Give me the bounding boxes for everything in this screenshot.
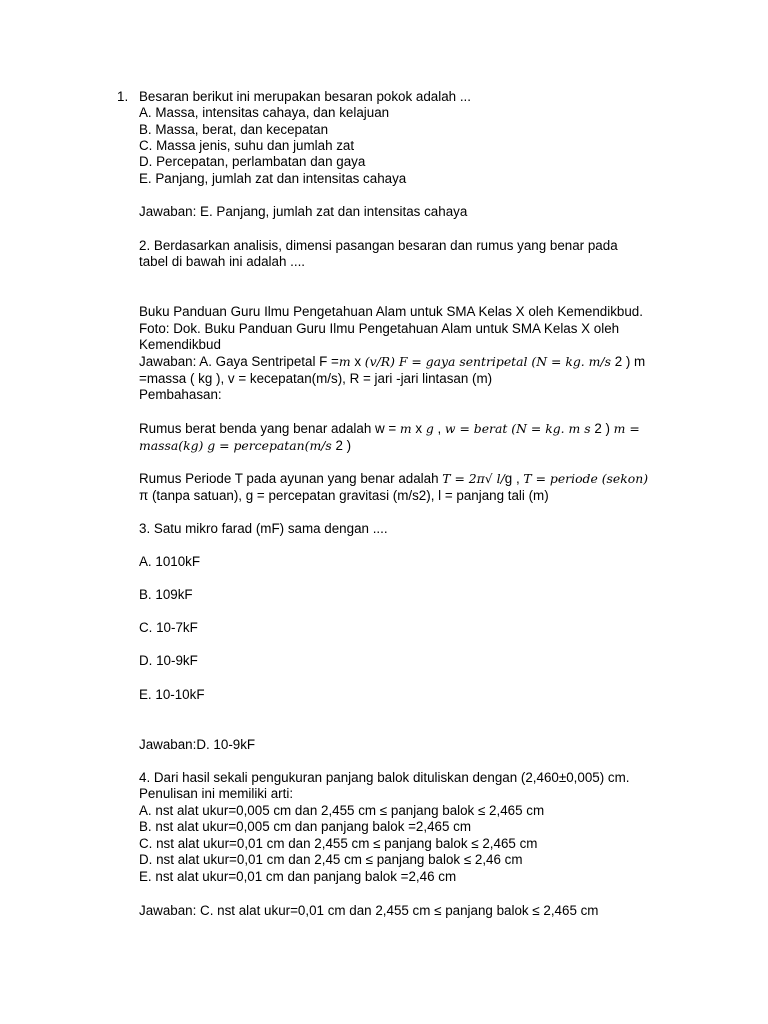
q2-answer-text: Jawaban: A. Gaya Sentripetal F = [139, 354, 339, 369]
q4-option-a: A. nst alat ukur=0,005 cm dan 2,455 cm ≤ panjang balok ≤ 2,465 cm [139, 803, 545, 818]
q1-option-c: C. Massa jenis, suhu dan jumlah zat [139, 138, 355, 153]
q1-option-d: D. Percepatan, perlambatan dan gaya [139, 154, 366, 169]
q2-periode-line1 [139, 470, 648, 487]
q1-number: 1. [117, 89, 129, 104]
q3-answer: Jawaban:D. 10-9kF [139, 737, 256, 752]
q2-answer-math-m: m [338, 354, 351, 369]
q3-option-c: C. 10-7kF [139, 620, 198, 635]
q2-caption-line3: Kemendikbud [139, 337, 221, 352]
periode-g: g , [504, 471, 524, 486]
berat-formula: w = berat (N = kg. m s [444, 421, 591, 436]
q2-caption-line2: Foto: Dok. Buku Panduan Guru Ilmu Pengetahuan Alam untuk SMA Kelas X oleh [139, 321, 620, 336]
q2-pembahasan: Pembahasan: [139, 387, 222, 402]
berat-math-m: m [399, 421, 412, 436]
q2-question-line2: tabel di bawah ini adalah .... [139, 254, 306, 269]
berat-exp: 2 ) [590, 421, 614, 436]
q2-berat-line2 [139, 437, 351, 454]
periode-def: T = periode (sekon) [523, 471, 649, 486]
berat-text: Rumus berat benda yang benar adalah w = [139, 421, 400, 436]
berat2-formula: massa(kg) g = percepatan(m/s [139, 438, 332, 453]
berat-comma: , [433, 421, 445, 436]
q3-option-d: D. 10-9kF [139, 653, 198, 668]
q3-option-e: E. 10-10kF [139, 687, 205, 702]
q2-question-line1: 2. Berdasarkan analisis, dimensi pasangan besaran dan rumus yang benar pada [139, 238, 618, 253]
q2-answer-formula: (v/R) F = gaya sentripetal (N = kg. m/s [364, 354, 611, 369]
berat-m-eq: m = [613, 421, 640, 436]
q2-answer-line1 [139, 353, 645, 370]
q2-berat-line1 [139, 420, 640, 437]
q2-periode-line2: π (tanpa satuan), g = percepatan gravitasi (m/s2), l = panjang tali (m) [139, 488, 549, 503]
berat2-exp: 2 ) [331, 438, 352, 453]
q4-answer: Jawaban: C. nst alat ukur=0,01 cm dan 2,455 cm ≤ panjang balok ≤ 2,465 cm [139, 903, 599, 918]
q2-caption-line1: Buku Panduan Guru Ilmu Pengetahuan Alam untuk SMA Kelas X oleh Kemendikbud. [139, 304, 643, 319]
q3-option-b: B. 109kF [139, 587, 193, 602]
q4-question-line1: 4. Dari hasil sekali pengukuran panjang balok dituliskan dengan (2,460±0,005) cm. [139, 770, 630, 785]
q1-option-b: B. Massa, berat, dan kecepatan [139, 122, 329, 137]
q3-question: 3. Satu mikro farad (mF) sama dengan .... [139, 521, 388, 536]
q1-question: Besaran berikut ini merupakan besaran pokok adalah ... [139, 89, 471, 104]
q1-answer: Jawaban: E. Panjang, jumlah zat dan intensitas cahaya [139, 204, 468, 219]
q1-option-e: E. Panjang, jumlah zat dan intensitas cahaya [139, 171, 407, 186]
berat-times: x [411, 421, 426, 436]
q4-option-c: C. nst alat ukur=0,01 cm dan 2,455 cm ≤ panjang balok ≤ 2,465 cm [139, 836, 538, 851]
q3-option-a: A. 1010kF [139, 554, 201, 569]
q2-answer-line2: =massa ( kg ), v = kecepatan(m/s), R = jari -jari lintasan (m) [139, 371, 493, 386]
berat-math-g: g [425, 421, 434, 436]
q4-option-d: D. nst alat ukur=0,01 cm dan 2,45 cm ≤ panjang balok ≤ 2,46 cm [139, 852, 523, 867]
q4-option-e: E. nst alat ukur=0,01 cm dan panjang balok =2,46 cm [139, 869, 457, 884]
q4-option-b: B. nst alat ukur=0,005 cm dan panjang balok =2,465 cm [139, 819, 472, 834]
q2-answer-tail: 2 ) m [610, 354, 646, 369]
periode-text: Rumus Periode T pada ayunan yang benar adalah [139, 471, 443, 486]
q1-option-a: A. Massa, intensitas cahaya, dan kelajuan [139, 105, 390, 120]
q2-answer-times: x [350, 354, 365, 369]
q4-question-line2: Penulisan ini memiliki arti: [139, 786, 294, 801]
periode-formula: T = 2π√ l/ [442, 471, 505, 486]
